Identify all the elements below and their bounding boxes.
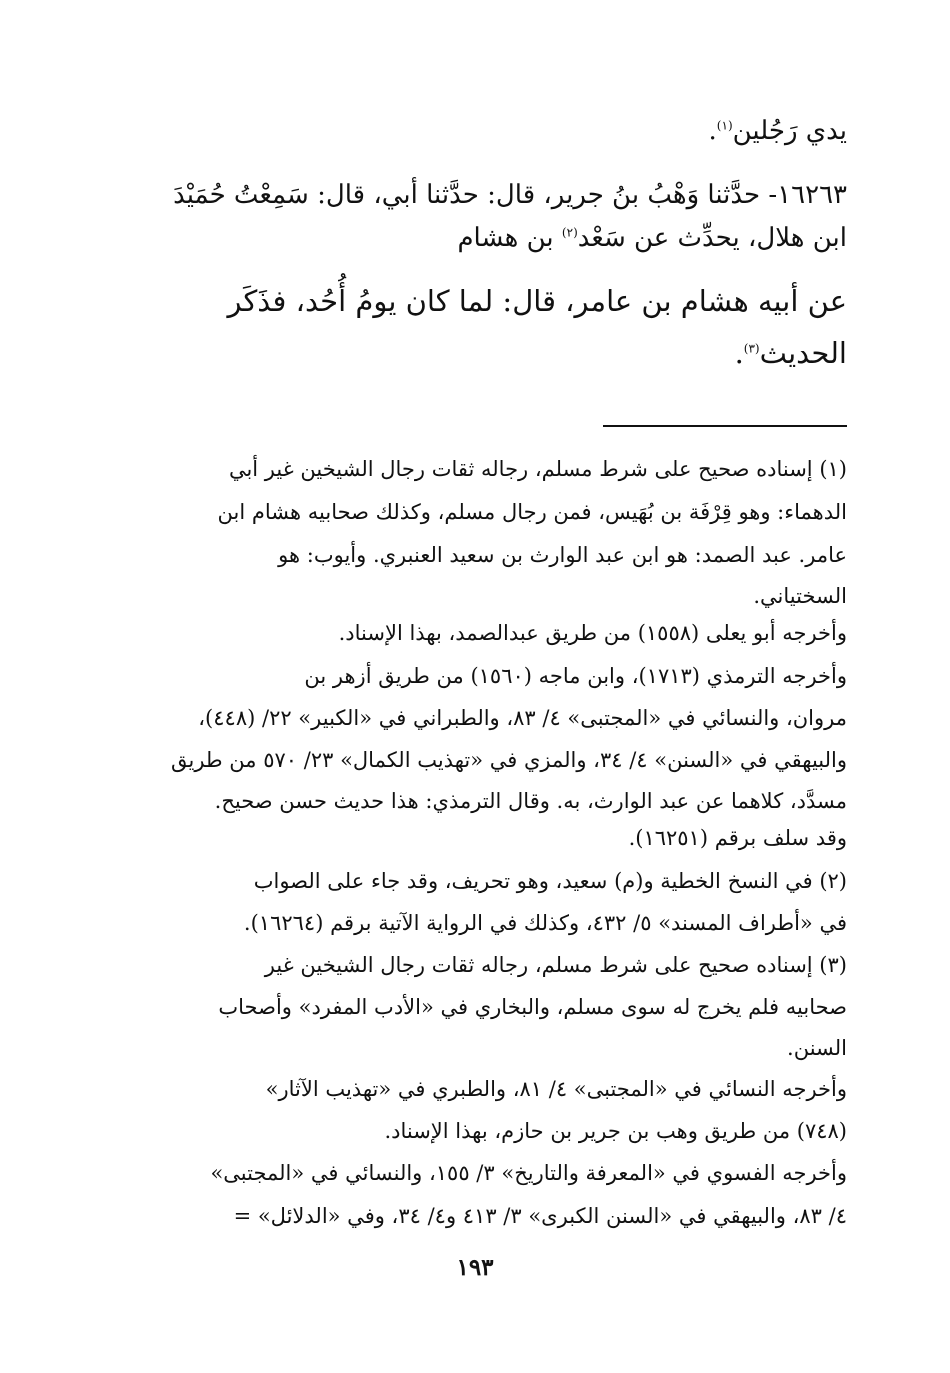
footnote-line: مسدَّد، كلاهما عن عبد الوارث، به. وقال الترمذي: هذا حديث حسن صحيح.: [214, 789, 847, 813]
footnote-line: (٧٤٨) من طريق وهب بن جرير بن حازم، بهذا الإسناد.: [384, 1119, 847, 1143]
footnote-marker: (١): [716, 118, 733, 133]
main-text: يدي رَجُلين: [732, 116, 847, 146]
hadith-line-1: ١٦٢٦٣- حدَّثنا وَهْبُ بنُ جرير، قال: حدَّثنا أبي، قال: سَمِعْتُ حُمَيْدَ: [173, 180, 847, 210]
hadith-line-4: [735, 336, 847, 370]
footnote-marker: (٢): [561, 225, 578, 240]
main-text: ابن هلال، يحدِّث عن سَعْد: [577, 223, 847, 253]
hadith-line-3: عن أبيه هشام بن عامر، قال: لما كان يومُ أُحُد، فذَكَر: [227, 284, 847, 318]
footnote-line: السختياني.: [753, 584, 847, 608]
footnote-line: (٣) إسناده صحيح على شرط مسلم، رجاله ثقات رجال الشيخين غير: [264, 953, 847, 977]
punctuation: .: [734, 336, 744, 370]
footnote-line: في «أطراف المسند» ٥/ ٤٣٢، وكذلك في الرواية الآتية برقم (١٦٢٦٤).: [243, 911, 847, 935]
footnote-line: مروان، والنسائي في «المجتبى» ٤/ ٨٣، والطبراني في «الكبير» ٢٢/ (٤٤٨)،: [198, 706, 847, 730]
footnote-line: وقد سلف برقم (١٦٢٥١).: [628, 826, 847, 850]
main-text: بن هشام: [457, 223, 562, 253]
footnote-line: وأخرجه الترمذي (١٧١٣)، وابن ماجه (١٥٦٠) من طريق أزهر بن: [304, 664, 847, 688]
hadith-line-2: [457, 223, 847, 253]
footnote-line: الدهماء: وهو قِرْفَة بن بُهَيس، فمن رجال مسلم، وكذلك صحابيه هشام ابن: [217, 500, 847, 524]
footnote-separator: [603, 425, 847, 427]
main-text-line-1: [709, 116, 847, 146]
footnote-line: ٤/ ٨٣، والبيهقي في «السنن الكبرى» ٣/ ٤١٣ و٤/ ٣٤، وفي «الدلائل» =: [233, 1204, 847, 1228]
footnote-line: السنن.: [787, 1036, 847, 1060]
footnote-line: (١) إسناده صحيح على شرط مسلم، رجاله ثقات رجال الشيخين غير أبي: [228, 457, 847, 481]
footnote-line: (٢) في النسخ الخطية و(م) سعيد، وهو تحريف، وقد جاء على الصواب: [253, 869, 847, 893]
footnote-line: صحابيه فلم يخرج له سوى مسلم، والبخاري في «الأدب المفرد» وأصحاب: [218, 995, 847, 1019]
footnote-line: والبيهقي في «السنن» ٤/ ٣٤، والمزي في «تهذيب الكمال» ٢٣/ ٥٧٠ من طريق: [170, 748, 847, 772]
footnote-marker: (٣): [743, 341, 760, 356]
footnote-line: عامر. عبد الصمد: هو ابن عبد الوارث بن سعيد العنبري. وأيوب: هو: [278, 543, 847, 567]
footnote-line: وأخرجه أبو يعلى (١٥٥٨) من طريق عبدالصمد، بهذا الإسناد.: [338, 621, 847, 645]
punctuation: .: [708, 116, 717, 146]
main-text: الحديث: [759, 336, 847, 370]
footnote-line: وأخرجه النسائي في «المجتبى» ٤/ ٨١، والطبري في «تهذيب الآثار»: [265, 1077, 847, 1101]
page-number: ١٩٣: [456, 1254, 494, 1281]
footnote-line: وأخرجه الفسوي في «المعرفة والتاريخ» ٣/ ١٥٥، والنسائي في «المجتبى»: [210, 1161, 847, 1185]
